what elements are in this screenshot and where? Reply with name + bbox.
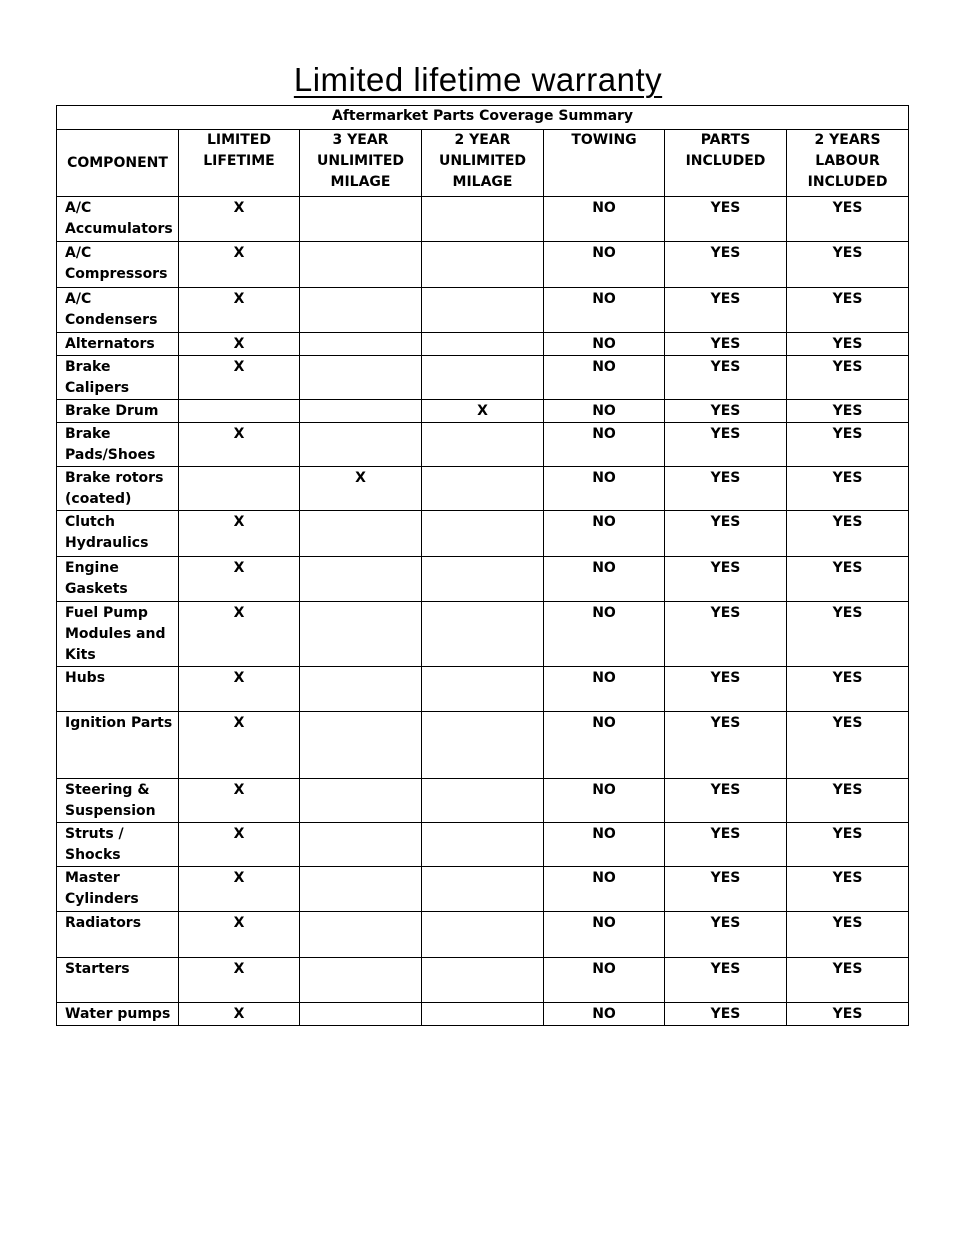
labour-included-cell: YES [787, 333, 909, 356]
two-year-cell [422, 712, 544, 779]
component-cell [57, 288, 179, 333]
table-row [57, 333, 909, 356]
towing-cell: NO [544, 557, 665, 602]
limited-lifetime-cell: X [179, 423, 300, 467]
parts-included-cell: YES [665, 197, 787, 242]
labour-included-cell: YES [787, 242, 909, 288]
two-year-cell [422, 912, 544, 958]
parts-included-cell: YES [665, 712, 787, 779]
towing-cell: NO [544, 288, 665, 333]
limited-lifetime-cell: X [179, 197, 300, 242]
component-name-line: A/C [65, 245, 92, 261]
table-row [57, 197, 909, 242]
three-year-cell [300, 867, 422, 912]
parts-included-cell: YES [665, 823, 787, 867]
component-cell [57, 356, 179, 400]
parts-included-cell: YES [665, 356, 787, 400]
limited-lifetime-cell: X [179, 958, 300, 1003]
three-year-cell [300, 779, 422, 823]
limited-lifetime-cell: X [179, 867, 300, 912]
three-year-cell [300, 958, 422, 1003]
component-name-line: Modules and [65, 626, 166, 642]
parts-included-cell: YES [665, 667, 787, 712]
two-year-cell [422, 333, 544, 356]
component-name-line: (coated) [65, 491, 132, 507]
towing-cell: NO [544, 423, 665, 467]
labour-included-cell: YES [787, 1003, 909, 1026]
header-line: 2 YEAR [454, 132, 511, 148]
header-line: COMPONENT [67, 154, 168, 171]
header-line: INCLUDED [685, 153, 766, 169]
two-year-cell [422, 779, 544, 823]
coverage-summary-table [56, 105, 909, 1026]
table-caption: Aftermarket Parts Coverage Summary [57, 106, 909, 130]
two-year-cell [422, 356, 544, 400]
component-cell [57, 511, 179, 557]
header-row [57, 130, 909, 197]
parts-included-cell: YES [665, 400, 787, 423]
two-year-cell [422, 197, 544, 242]
component-cell [57, 242, 179, 288]
limited-lifetime-cell [179, 400, 300, 423]
component-name-line: Water pumps [65, 1006, 171, 1022]
component-name-line: Alternators [65, 336, 155, 352]
three-year-cell [300, 288, 422, 333]
component-name-line: Clutch [65, 514, 115, 530]
towing-cell: NO [544, 779, 665, 823]
component-name-line: Brake Drum [65, 403, 159, 419]
table-row [57, 958, 909, 1003]
component-name-line: A/C [65, 200, 92, 216]
towing-cell: NO [544, 667, 665, 712]
header-line: LIMITED [206, 132, 271, 148]
labour-included-cell: YES [787, 511, 909, 557]
component-cell [57, 667, 179, 712]
two-year-cell [422, 667, 544, 712]
table-row [57, 779, 909, 823]
limited-lifetime-cell: X [179, 288, 300, 333]
three-year-cell: X [300, 467, 422, 511]
limited-lifetime-cell: X [179, 356, 300, 400]
towing-cell: NO [544, 602, 665, 667]
component-name-line: Pads/Shoes [65, 447, 156, 463]
towing-cell: NO [544, 333, 665, 356]
three-year-cell [300, 333, 422, 356]
component-cell [57, 197, 179, 242]
component-cell [57, 1003, 179, 1026]
component-name-line: Brake rotors [65, 470, 164, 486]
component-name-line: Steering & [65, 782, 150, 798]
two-year-cell: X [422, 400, 544, 423]
header-line: LIFETIME [203, 153, 275, 169]
header-line: 2 YEARS [814, 132, 881, 148]
three-year-cell [300, 400, 422, 423]
component-name-line: Suspension [65, 803, 156, 819]
table-row [57, 667, 909, 712]
labour-included-cell: YES [787, 197, 909, 242]
table-row [57, 423, 909, 467]
column-limited-lifetime-header [179, 130, 300, 197]
labour-included-cell: YES [787, 912, 909, 958]
caption-row [57, 106, 909, 130]
component-cell [57, 400, 179, 423]
parts-included-cell: YES [665, 1003, 787, 1026]
header-line: PARTS [700, 132, 751, 148]
towing-cell: NO [544, 1003, 665, 1026]
component-name-line: Accumulators [65, 221, 173, 237]
limited-lifetime-cell: X [179, 1003, 300, 1026]
towing-cell: NO [544, 400, 665, 423]
labour-included-cell: YES [787, 602, 909, 667]
labour-included-cell: YES [787, 712, 909, 779]
three-year-cell [300, 912, 422, 958]
towing-cell: NO [544, 867, 665, 912]
two-year-cell [422, 823, 544, 867]
two-year-cell [422, 867, 544, 912]
three-year-cell [300, 602, 422, 667]
three-year-cell [300, 557, 422, 602]
header-line: UNLIMITED [438, 153, 527, 169]
labour-included-cell: YES [787, 400, 909, 423]
component-cell [57, 823, 179, 867]
component-cell [57, 423, 179, 467]
two-year-cell [422, 242, 544, 288]
parts-included-cell: YES [665, 333, 787, 356]
component-name-line: Fuel Pump [65, 605, 148, 621]
three-year-cell [300, 356, 422, 400]
two-year-cell [422, 602, 544, 667]
labour-included-cell: YES [787, 779, 909, 823]
component-name-line: Brake [65, 426, 111, 442]
labour-included-cell: YES [787, 867, 909, 912]
labour-included-cell: YES [787, 958, 909, 1003]
limited-lifetime-cell: X [179, 667, 300, 712]
towing-cell: NO [544, 712, 665, 779]
limited-lifetime-cell: X [179, 602, 300, 667]
component-cell [57, 712, 179, 779]
column-parts-included-header [665, 130, 787, 197]
column-labour-included-header [787, 130, 909, 197]
table-row [57, 867, 909, 912]
table-row [57, 242, 909, 288]
column-2-year-header [422, 130, 544, 197]
parts-included-cell: YES [665, 288, 787, 333]
limited-lifetime-cell: X [179, 557, 300, 602]
towing-cell: NO [544, 242, 665, 288]
table-body [57, 197, 909, 1026]
table-row [57, 1003, 909, 1026]
component-cell [57, 912, 179, 958]
two-year-cell [422, 288, 544, 333]
limited-lifetime-cell [179, 467, 300, 511]
component-name-line: Ignition Parts [65, 715, 173, 731]
table-row [57, 511, 909, 557]
labour-included-cell: YES [787, 467, 909, 511]
three-year-cell [300, 511, 422, 557]
component-cell [57, 557, 179, 602]
table-row [57, 288, 909, 333]
component-name-line: Radiators [65, 915, 142, 931]
three-year-cell [300, 823, 422, 867]
three-year-cell [300, 242, 422, 288]
parts-included-cell: YES [665, 602, 787, 667]
component-cell [57, 333, 179, 356]
two-year-cell [422, 511, 544, 557]
column-towing-header [544, 130, 665, 197]
column-3-year-header [300, 130, 422, 197]
parts-included-cell: YES [665, 958, 787, 1003]
component-name-line: Hubs [65, 670, 106, 686]
component-cell [57, 779, 179, 823]
header-line: TOWING [571, 132, 637, 148]
component-name-line: Cylinders [65, 891, 139, 907]
towing-cell: NO [544, 511, 665, 557]
two-year-cell [422, 557, 544, 602]
component-name-line: Master [65, 870, 120, 886]
limited-lifetime-cell: X [179, 712, 300, 779]
parts-included-cell: YES [665, 467, 787, 511]
limited-lifetime-cell: X [179, 823, 300, 867]
table-row [57, 467, 909, 511]
component-name-line: A/C [65, 291, 92, 307]
header-line: LABOUR [815, 153, 880, 169]
component-name-line: Shocks [65, 847, 121, 863]
towing-cell: NO [544, 197, 665, 242]
component-cell [57, 602, 179, 667]
labour-included-cell: YES [787, 557, 909, 602]
component-name-line: Gaskets [65, 581, 128, 597]
component-name-line: Brake Calipers [65, 359, 130, 396]
parts-included-cell: YES [665, 779, 787, 823]
two-year-cell [422, 423, 544, 467]
limited-lifetime-cell: X [179, 242, 300, 288]
two-year-cell [422, 1003, 544, 1026]
component-cell [57, 958, 179, 1003]
three-year-cell [300, 667, 422, 712]
labour-included-cell: YES [787, 288, 909, 333]
three-year-cell [300, 423, 422, 467]
page-title-text: Limited lifetime warranty [293, 61, 663, 98]
header-line: UNLIMITED [316, 153, 405, 169]
towing-cell: NO [544, 912, 665, 958]
header-line: MILAGE [330, 174, 391, 190]
component-name-line: Struts / [65, 826, 124, 842]
table-row [57, 557, 909, 602]
three-year-cell [300, 1003, 422, 1026]
table-row [57, 712, 909, 779]
three-year-cell [300, 712, 422, 779]
towing-cell: NO [544, 467, 665, 511]
component-name-line: Hydraulics [65, 535, 149, 551]
labour-included-cell: YES [787, 667, 909, 712]
component-name-line: Condensers [65, 312, 158, 328]
page-title [0, 60, 956, 100]
labour-included-cell: YES [787, 356, 909, 400]
limited-lifetime-cell: X [179, 511, 300, 557]
header-line: MILAGE [452, 174, 513, 190]
header-line: 3 YEAR [332, 132, 389, 148]
table-row [57, 823, 909, 867]
limited-lifetime-cell: X [179, 912, 300, 958]
parts-included-cell: YES [665, 867, 787, 912]
parts-included-cell: YES [665, 912, 787, 958]
component-name-line: Compressors [65, 266, 168, 282]
component-cell [57, 867, 179, 912]
labour-included-cell: YES [787, 823, 909, 867]
table-row [57, 602, 909, 667]
towing-cell: NO [544, 958, 665, 1003]
table-row [57, 356, 909, 400]
three-year-cell [300, 197, 422, 242]
two-year-cell [422, 467, 544, 511]
component-name-line: Kits [65, 647, 96, 663]
parts-included-cell: YES [665, 242, 787, 288]
parts-included-cell: YES [665, 557, 787, 602]
parts-included-cell: YES [665, 423, 787, 467]
limited-lifetime-cell: X [179, 779, 300, 823]
component-cell [57, 467, 179, 511]
column-component-header [57, 130, 179, 197]
towing-cell: NO [544, 356, 665, 400]
header-line: INCLUDED [807, 174, 888, 190]
table-row [57, 912, 909, 958]
labour-included-cell: YES [787, 423, 909, 467]
limited-lifetime-cell: X [179, 333, 300, 356]
parts-included-cell: YES [665, 511, 787, 557]
two-year-cell [422, 958, 544, 1003]
component-name-line: Starters [65, 961, 130, 977]
table-row [57, 400, 909, 423]
towing-cell: NO [544, 823, 665, 867]
component-name-line: Engine [65, 560, 119, 576]
